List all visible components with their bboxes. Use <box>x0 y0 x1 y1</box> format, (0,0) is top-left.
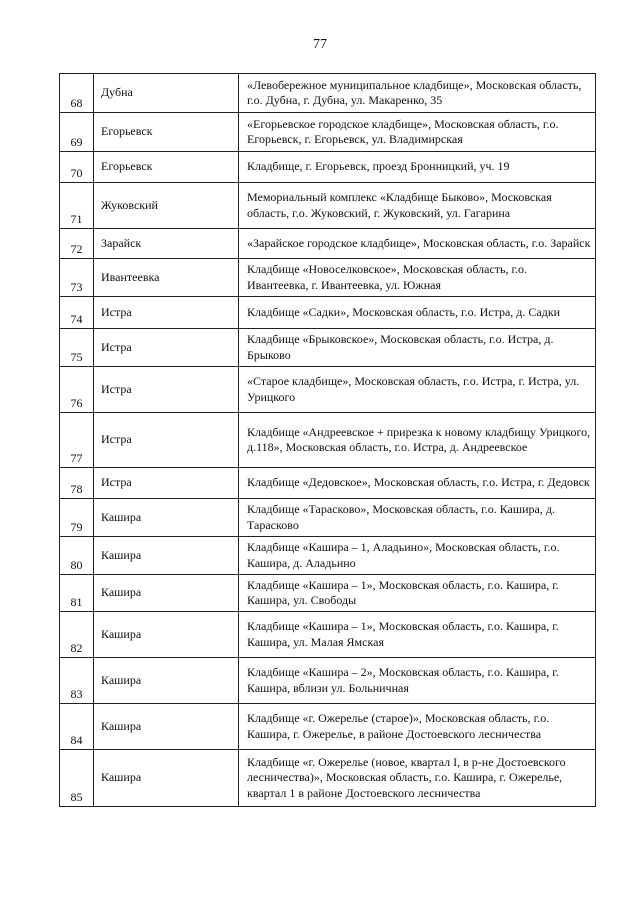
table-row <box>60 367 596 413</box>
row-number-cell: 80 <box>60 537 94 575</box>
table-row <box>60 152 596 183</box>
cemetery-description-cell: Кладбище «Новоселковское», Московская область, г.о. Ивантеевка, г. Ивантеевка, ул. Южная <box>239 259 596 297</box>
row-number-cell: 72 <box>60 229 94 259</box>
row-number-cell: 69 <box>60 113 94 152</box>
table-row <box>60 74 596 113</box>
row-number-cell: 82 <box>60 612 94 658</box>
city-cell: Кашира <box>94 704 239 750</box>
city-cell: Истра <box>94 367 239 413</box>
cemetery-description-cell: Кладбище «Кашира – 2», Московская область, г.о. Кашира, г. Кашира, вблизи ул. Больничная <box>239 658 596 704</box>
cemetery-description-cell: Кладбище «Андреевское + прирезка к новому кладбищу Урицкого, д.118», Московская область, г.о. Истра, д. Андреевское <box>239 413 596 468</box>
row-number-cell: 78 <box>60 468 94 499</box>
city-cell: Егорьевск <box>94 113 239 152</box>
city-cell: Жуковский <box>94 183 239 229</box>
table-row <box>60 750 596 807</box>
table-row <box>60 575 596 612</box>
table-row <box>60 499 596 537</box>
city-cell: Кашира <box>94 750 239 807</box>
table-row <box>60 468 596 499</box>
row-number-cell: 75 <box>60 329 94 367</box>
city-cell: Дубна <box>94 74 239 113</box>
row-number-cell: 68 <box>60 74 94 113</box>
table-row <box>60 229 596 259</box>
cemetery-description-cell: «Левобережное муниципальное кладбище», Московская область, г.о. Дубна, г. Дубна, ул. Макаренко, 35 <box>239 74 596 113</box>
table-row <box>60 704 596 750</box>
cemetery-description-cell: Кладбище «г. Ожерелье (старое)», Московская область, г.о. Кашира, г. Ожерелье, в районе Достоевского лесничества <box>239 704 596 750</box>
table-row <box>60 658 596 704</box>
city-cell: Кашира <box>94 658 239 704</box>
row-number-cell: 74 <box>60 297 94 329</box>
city-cell: Истра <box>94 297 239 329</box>
table-row <box>60 329 596 367</box>
city-cell: Егорьевск <box>94 152 239 183</box>
cemetery-description-cell: Кладбище «Тарасково», Московская область, г.о. Кашира, д. Тарасково <box>239 499 596 537</box>
city-cell: Кашира <box>94 612 239 658</box>
city-cell: Ивантеевка <box>94 259 239 297</box>
row-number-cell: 76 <box>60 367 94 413</box>
row-number-cell: 83 <box>60 658 94 704</box>
cemetery-description-cell: Кладбище «Кашира – 1», Московская область, г.о. Кашира, г. Кашира, ул. Свободы <box>239 575 596 612</box>
table-row <box>60 612 596 658</box>
cemetery-table <box>59 73 596 807</box>
city-cell: Истра <box>94 329 239 367</box>
row-number-cell: 71 <box>60 183 94 229</box>
row-number-cell: 81 <box>60 575 94 612</box>
cemetery-description-cell: Кладбище «Садки», Московская область, г.о. Истра, д. Садки <box>239 297 596 329</box>
cemetery-description-cell: Кладбище «Брыковское», Московская область, г.о. Истра, д. Брыково <box>239 329 596 367</box>
table-row <box>60 113 596 152</box>
row-number-cell: 73 <box>60 259 94 297</box>
table-row <box>60 413 596 468</box>
cemetery-description-cell: Мемориальный комплекс «Кладбище Быково», Московская область, г.о. Жуковский, г. Жуковский, ул. Гагарина <box>239 183 596 229</box>
city-cell: Истра <box>94 468 239 499</box>
city-cell: Кашира <box>94 537 239 575</box>
cemetery-description-cell: Кладбище «Дедовское», Московская область, г.о. Истра, г. Дедовск <box>239 468 596 499</box>
table-row <box>60 183 596 229</box>
table-row <box>60 259 596 297</box>
cemetery-description-cell: Кладбище «Кашира – 1, Аладьино», Московская область, г.о. Кашира, д. Аладьино <box>239 537 596 575</box>
cemetery-description-cell: Кладбище «Кашира – 1», Московская область, г.о. Кашира, г. Кашира, ул. Малая Ямская <box>239 612 596 658</box>
row-number-cell: 77 <box>60 413 94 468</box>
city-cell: Истра <box>94 413 239 468</box>
row-number-cell: 70 <box>60 152 94 183</box>
table-row <box>60 537 596 575</box>
row-number-cell: 84 <box>60 704 94 750</box>
table-row <box>60 297 596 329</box>
cemetery-description-cell: Кладбище «г. Ожерелье (новое, квартал I, в р-не Достоевского лесничества)», Московская область, г.о. Кашира, г. Ожерелье, квартал 1 в районе Достоевского лесничества <box>239 750 596 807</box>
cemetery-description-cell: «Старое кладбище», Московская область, г.о. Истра, г. Истра, ул. Урицкого <box>239 367 596 413</box>
row-number-cell: 85 <box>60 750 94 807</box>
cemetery-description-cell: «Зарайское городское кладбище», Московская область, г.о. Зарайск <box>239 229 596 259</box>
city-cell: Зарайск <box>94 229 239 259</box>
city-cell: Кашира <box>94 499 239 537</box>
row-number-cell: 79 <box>60 499 94 537</box>
page-number: 77 <box>313 37 327 52</box>
city-cell: Кашира <box>94 575 239 612</box>
cemetery-description-cell: «Егорьевское городское кладбище», Московская область, г.о. Егорьевск, г. Егорьевск, ул. Владимирская <box>239 113 596 152</box>
cemetery-description-cell: Кладбище, г. Егорьевск, проезд Бронницкий, уч. 19 <box>239 152 596 183</box>
